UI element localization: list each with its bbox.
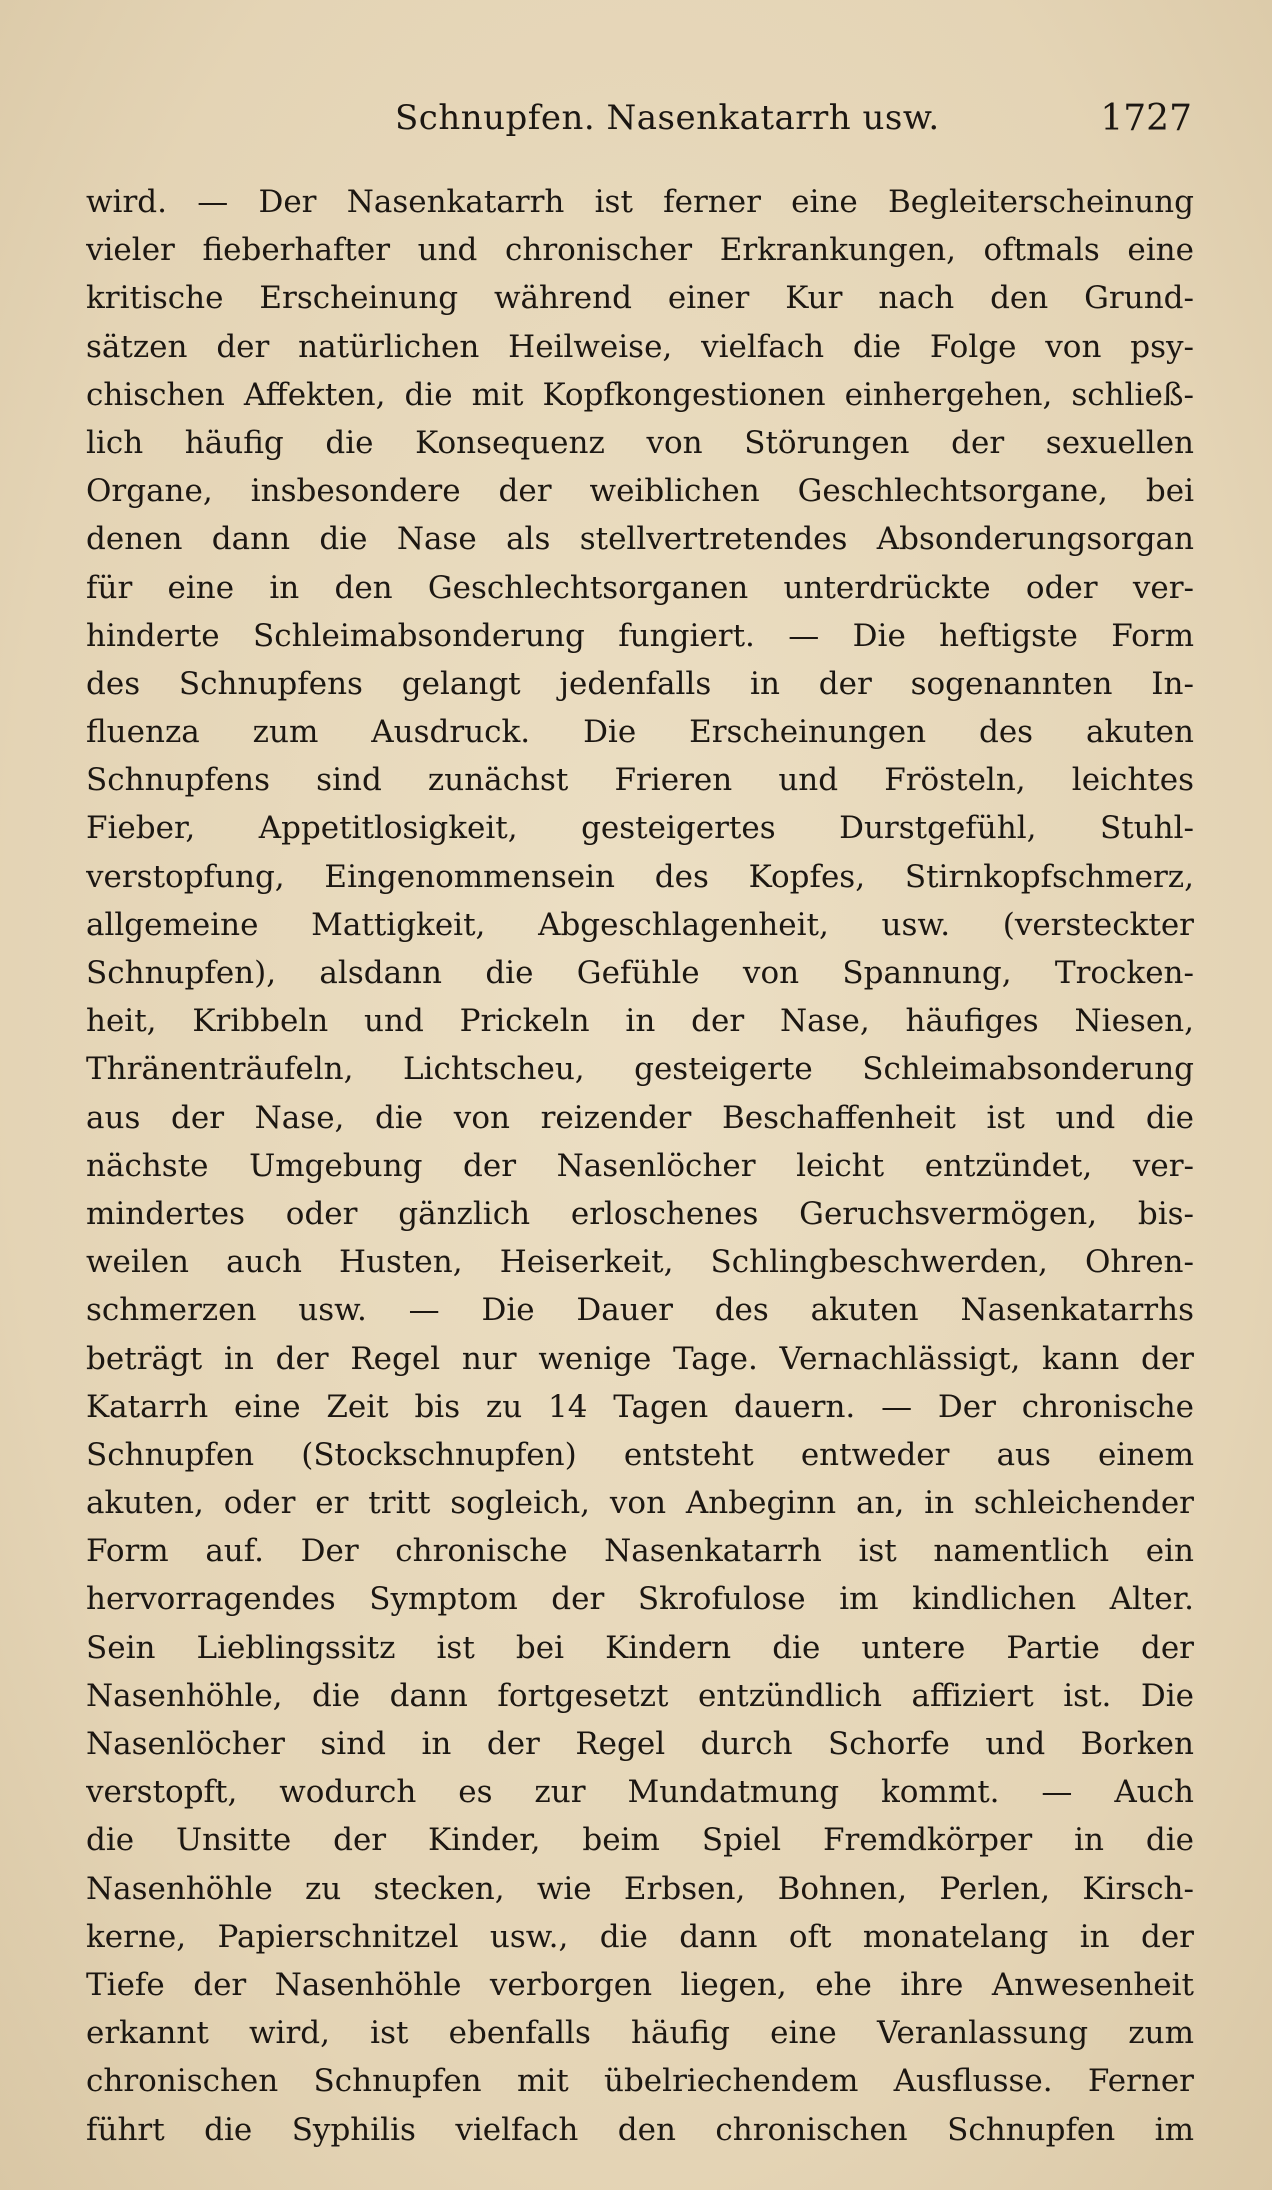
text-line: die Unsitte der Kinder, beim Spiel Fremdkörper in die xyxy=(86,1822,1194,1859)
text-line: nächste Umgebung der Nasenlöcher leicht entzündet, ver- xyxy=(86,1147,1194,1184)
text-line: Sein Lieblingssitz ist bei Kindern die untere Partie der xyxy=(86,1629,1194,1666)
text-line: kritische Erscheinung während einer Kur nach den Grund- xyxy=(86,280,1194,317)
text-line: beträgt in der Regel nur wenige Tage. Vernachlässigt, kann der xyxy=(86,1340,1194,1377)
text-line: Katarrh eine Zeit bis zu 14 Tagen dauern. — Der chronische xyxy=(86,1388,1194,1425)
text-line: erkannt wird, ist ebenfalls häufig eine Veranlassung zum xyxy=(86,2015,1194,2052)
text-line: schmerzen usw. — Die Dauer des akuten Nasenkatarrhs xyxy=(86,1292,1194,1329)
text-line: verstopft, wodurch es zur Mundatmung kommt. — Auch xyxy=(86,1774,1194,1811)
text-line: Nasenhöhle, die dann fortgesetzt entzündlich affiziert ist. Die xyxy=(86,1677,1194,1714)
text-line: mindertes oder gänzlich erloschenes Geruchsvermögen, bis- xyxy=(86,1195,1194,1232)
page-number: 1727 xyxy=(1100,98,1192,139)
text-line: des Schnupfens gelangt jedenfalls in der sogenannten In- xyxy=(86,665,1194,702)
text-line: fluenza zum Ausdruck. Die Erscheinungen des akuten xyxy=(86,714,1194,751)
text-line: Schnupfen (Stockschnupfen) entsteht entweder aus einem xyxy=(86,1436,1194,1473)
text-line: weilen auch Husten, Heiserkeit, Schlingbeschwerden, Ohren- xyxy=(86,1244,1194,1281)
text-line: denen dann die Nase als stellvertretendes Absonderungsorgan xyxy=(86,521,1194,558)
text-line: aus der Nase, die von reizender Beschaffenheit ist und die xyxy=(86,1099,1194,1136)
text-line: heit, Kribbeln und Prickeln in der Nase, häufiges Niesen, xyxy=(86,1003,1194,1040)
text-line: akuten, oder er tritt sogleich, von Anbeginn an, in schleichender xyxy=(86,1485,1194,1522)
text-line: allgemeine Mattigkeit, Abgeschlagenheit, usw. (versteckter xyxy=(86,906,1194,943)
text-line: vieler fieberhafter und chronischer Erkrankungen, oftmals eine xyxy=(86,232,1194,269)
text-line: Nasenhöhle zu stecken, wie Erbsen, Bohnen, Perlen, Kirsch- xyxy=(86,1870,1194,1907)
page-header xyxy=(0,98,1272,148)
text-line: chischen Affekten, die mit Kopfkongestionen einhergehen, schließ- xyxy=(86,376,1194,413)
text-line: Schnupfens sind zunächst Frieren und Frösteln, leichtes xyxy=(86,762,1194,799)
text-line: Form auf. Der chronische Nasenkatarrh ist namentlich ein xyxy=(86,1533,1194,1570)
text-line: wird. — Der Nasenkatarrh ist ferner eine Begleiterscheinung xyxy=(86,184,1194,220)
text-line: Tiefe der Nasenhöhle verborgen liegen, ehe ihre Anwesenheit xyxy=(86,1966,1194,2003)
body-text xyxy=(86,178,1194,2154)
text-line: Thränenträufeln, Lichtscheu, gesteigerte Schleimabsonderung xyxy=(86,1051,1194,1088)
text-line: Nasenlöcher sind in der Regel durch Schorfe und Borken xyxy=(86,1726,1194,1762)
text-line: lich häufig die Konsequenz von Störungen der sexuellen xyxy=(86,424,1194,461)
text-line: Schnupfen), alsdann die Gefühle von Spannung, Trocken- xyxy=(86,955,1194,991)
text-line: Organe, insbesondere der weiblichen Geschlechtsorgane, bei xyxy=(86,473,1194,510)
text-line: verstopfung, Eingenommensein des Kopfes, Stirnkopfschmerz, xyxy=(86,858,1194,895)
text-line: kerne, Papierschnitzel usw., die dann oft monatelang in der xyxy=(86,1918,1194,1955)
text-line: führt die Syphilis vielfach den chronischen Schnupfen im xyxy=(86,2111,1194,2148)
text-line: für eine in den Geschlechtsorganen unterdrückte oder ver- xyxy=(86,569,1194,606)
text-line: hinderte Schleimabsonderung fungiert. — Die heftigste Form xyxy=(86,617,1194,654)
running-title: Schnupfen. Nasenkatarrh usw. xyxy=(395,98,940,138)
text-line: hervorragendes Symptom der Skrofulose im kindlichen Alter. xyxy=(86,1581,1194,1618)
text-line: chronischen Schnupfen mit übelriechendem Ausflusse. Ferner xyxy=(86,2063,1194,2100)
text-line: Fieber, Appetitlosigkeit, gesteigertes Durstgefühl, Stuhl- xyxy=(86,810,1194,847)
text-line: sätzen der natürlichen Heilweise, vielfach die Folge von psy- xyxy=(86,328,1194,365)
